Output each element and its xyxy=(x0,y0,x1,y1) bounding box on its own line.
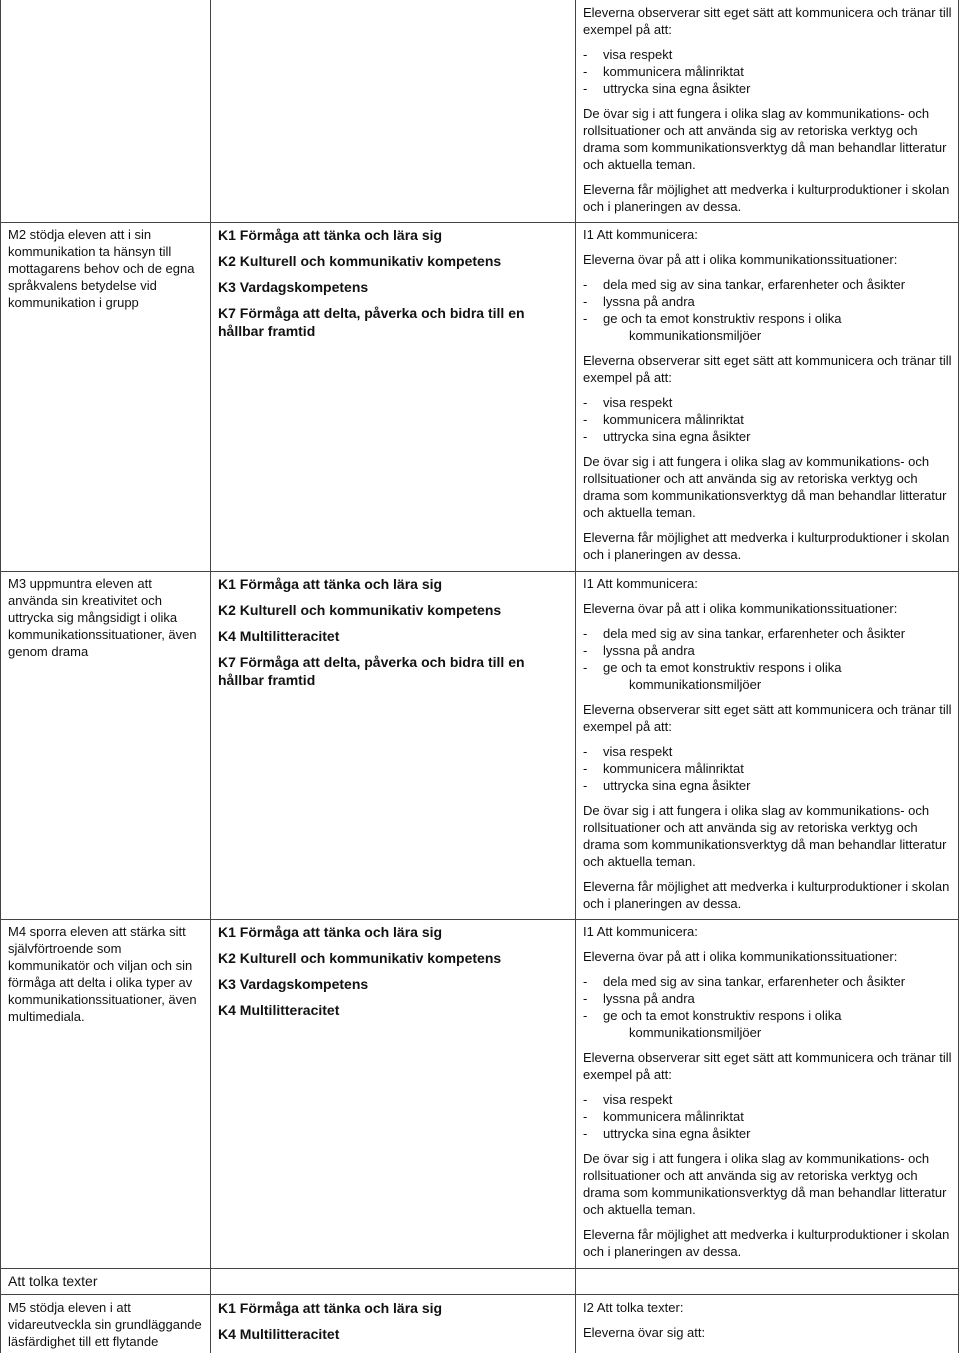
content-m3 xyxy=(583,575,953,912)
list-item: - visa respekt xyxy=(583,394,953,411)
list-item: - visa respekt xyxy=(583,46,953,63)
list-item: - dela med sig av sina tankar, erfarenheter och åsikter xyxy=(583,276,953,293)
list-item: - kommunicera målinriktat xyxy=(583,1108,953,1125)
practice-text: De övar sig i att fungera i olika slag av kommunikations- och rollsituationer och att använda sig av retoriska verktyg och drama som kommunikationsverktyg då man behandlar litteratur och aktuella teman. xyxy=(583,106,947,172)
participate-text: Eleverna får möjlighet att medverka i kulturproduktioner i skolan och i planeringen av dessa. xyxy=(583,879,950,911)
list-item: - kommunicera målinriktat xyxy=(583,63,953,80)
practice-text: De övar sig i att fungera i olika slag av kommunikations- och rollsituationer och att använda sig av retoriska verktyg och drama som kommunikationsverktyg då man behandlar litteratur och aktuella teman. xyxy=(583,1151,947,1217)
content-cell-continued xyxy=(583,4,953,215)
list-item: - uttrycka sina egna åsikter xyxy=(583,428,953,445)
list-item: - dela med sig av sina tankar, erfarenheter och åsikter xyxy=(583,625,953,642)
list-item: - ge och ta emot konstruktiv respons i olika xyxy=(583,659,953,676)
situations-intro: Eleverna övar på att i olika kommunikationssituationer: xyxy=(583,252,898,267)
competency: K4 Multilitteracitet xyxy=(218,1326,340,1342)
competencies-m3 xyxy=(218,575,568,697)
observe-intro: Eleverna observerar sitt eget sätt att kommunicera och tränar till exempel på att: xyxy=(583,5,952,37)
list-item: - ge och ta emot konstruktiv respons i olika xyxy=(583,1007,953,1024)
competency: K7 Förmåga att delta, påverka och bidra till en hållbar framtid xyxy=(218,654,525,688)
list-item: - kommunicera målinriktat xyxy=(583,760,953,777)
column-divider-1 xyxy=(210,0,211,1353)
content-heading: I1 Att kommunicera: xyxy=(583,924,698,939)
competencies-m5 xyxy=(218,1299,568,1351)
row-divider-section xyxy=(0,1268,959,1269)
participate-text: Eleverna får möjlighet att medverka i kulturproduktioner i skolan och i planeringen av dessa. xyxy=(583,530,950,562)
content-heading: I2 Att tolka texter: xyxy=(583,1300,684,1315)
content-heading: I1 Att kommunicera: xyxy=(583,576,698,591)
competency: K1 Förmåga att tänka och lära sig xyxy=(218,1300,443,1316)
competencies-m4 xyxy=(218,923,568,1027)
table-border-right xyxy=(958,0,959,1353)
observe-intro: Eleverna observerar sitt eget sätt att kommunicera och tränar till exempel på att: xyxy=(583,353,952,385)
list-item: - ge och ta emot konstruktiv respons i olika xyxy=(583,310,953,327)
row-divider-1 xyxy=(0,222,959,223)
list-item-cont: kommunikationsmiljöer xyxy=(629,1025,762,1040)
section-heading: Att tolka texter xyxy=(8,1273,98,1289)
content-heading: I1 Att kommunicera: xyxy=(583,227,698,242)
content-m2 xyxy=(583,226,953,563)
competency: K1 Förmåga att tänka och lära sig xyxy=(218,924,443,940)
row-divider-3 xyxy=(0,919,959,920)
competency: K3 Vardagskompetens xyxy=(218,279,369,295)
list-item: - uttrycka sina egna åsikter xyxy=(583,80,953,97)
observe-intro: Eleverna observerar sitt eget sätt att kommunicera och tränar till exempel på att: xyxy=(583,702,952,734)
row-divider-2 xyxy=(0,571,959,572)
list-item: - uttrycka sina egna åsikter xyxy=(583,1125,953,1142)
row-divider-4 xyxy=(0,1294,959,1295)
competency: K2 Kulturell och kommunikativ kompetens xyxy=(218,950,502,966)
situations-intro: Eleverna övar på att i olika kommunikationssituationer: xyxy=(583,949,898,964)
list-item: - dela med sig av sina tankar, erfarenheter och åsikter xyxy=(583,973,953,990)
list-item: - lyssna på andra xyxy=(583,642,953,659)
practice-text: De övar sig i att fungera i olika slag av kommunikations- och rollsituationer och att använda sig av retoriska verktyg och drama som kommunikationsverktyg då man behandlar litteratur och aktuella teman. xyxy=(583,803,947,869)
list-item: - visa respekt xyxy=(583,743,953,760)
competency: K1 Förmåga att tänka och lära sig xyxy=(218,227,443,243)
list-item: - lyssna på andra xyxy=(583,990,953,1007)
list-item-cont: kommunikationsmiljöer xyxy=(629,328,762,343)
observe-intro: Eleverna observerar sitt eget sätt att kommunicera och tränar till exempel på att: xyxy=(583,1050,952,1082)
competency: K1 Förmåga att tänka och lära sig xyxy=(218,576,443,592)
list-item: - visa respekt xyxy=(583,1091,953,1108)
situations-intro: Eleverna övar på att i olika kommunikationssituationer: xyxy=(583,601,898,616)
competency: K2 Kulturell och kommunikativ kompetens xyxy=(218,253,502,269)
goal-m3: M3 uppmuntra eleven att använda sin kreativitet och uttrycka sig mångsidigt i olika kommunikationssituationer, även genom drama xyxy=(8,576,197,659)
goal-m2: M2 stödja eleven att i sin kommunikation ta hänsyn till mottagarens behov och de egna språkvalens betydelse vid kommunikation i grupp xyxy=(8,227,195,310)
participate-text: Eleverna får möjlighet att medverka i kulturproduktioner i skolan och i planeringen av dessa. xyxy=(583,182,950,214)
content-intro: Eleverna övar sig att: xyxy=(583,1325,706,1340)
list-item: - lyssna på andra xyxy=(583,293,953,310)
competency: K7 Förmåga att delta, påverka och bidra till en hållbar framtid xyxy=(218,305,525,339)
competency: K4 Multilitteracitet xyxy=(218,1002,340,1018)
competency: K3 Vardagskompetens xyxy=(218,976,369,992)
content-m4 xyxy=(583,923,953,1260)
competency: K2 Kulturell och kommunikativ kompetens xyxy=(218,602,502,618)
content-m5 xyxy=(583,1299,953,1341)
table-border-left xyxy=(0,0,1,1353)
column-divider-2 xyxy=(575,0,576,1353)
competencies-m2 xyxy=(218,226,568,348)
goal-m4: M4 sporra eleven att stärka sitt självförtroende som kommunikatör och viljan och sin förmåga att delta i olika typer av kommunikationssituationer, även multimediala. xyxy=(8,924,197,1024)
goal-m5: M5 stödja eleven i att vidareutveckla sin grundläggande läsfärdighet till ett flytande xyxy=(8,1300,202,1349)
participate-text: Eleverna får möjlighet att medverka i kulturproduktioner i skolan och i planeringen av dessa. xyxy=(583,1227,950,1259)
competency: K4 Multilitteracitet xyxy=(218,628,340,644)
list-item: - uttrycka sina egna åsikter xyxy=(583,777,953,794)
list-item-cont: kommunikationsmiljöer xyxy=(629,677,762,692)
practice-text: De övar sig i att fungera i olika slag av kommunikations- och rollsituationer och att använda sig av retoriska verktyg och drama som kommunikationsverktyg då man behandlar litteratur och aktuella teman. xyxy=(583,454,947,520)
list-item: - kommunicera målinriktat xyxy=(583,411,953,428)
